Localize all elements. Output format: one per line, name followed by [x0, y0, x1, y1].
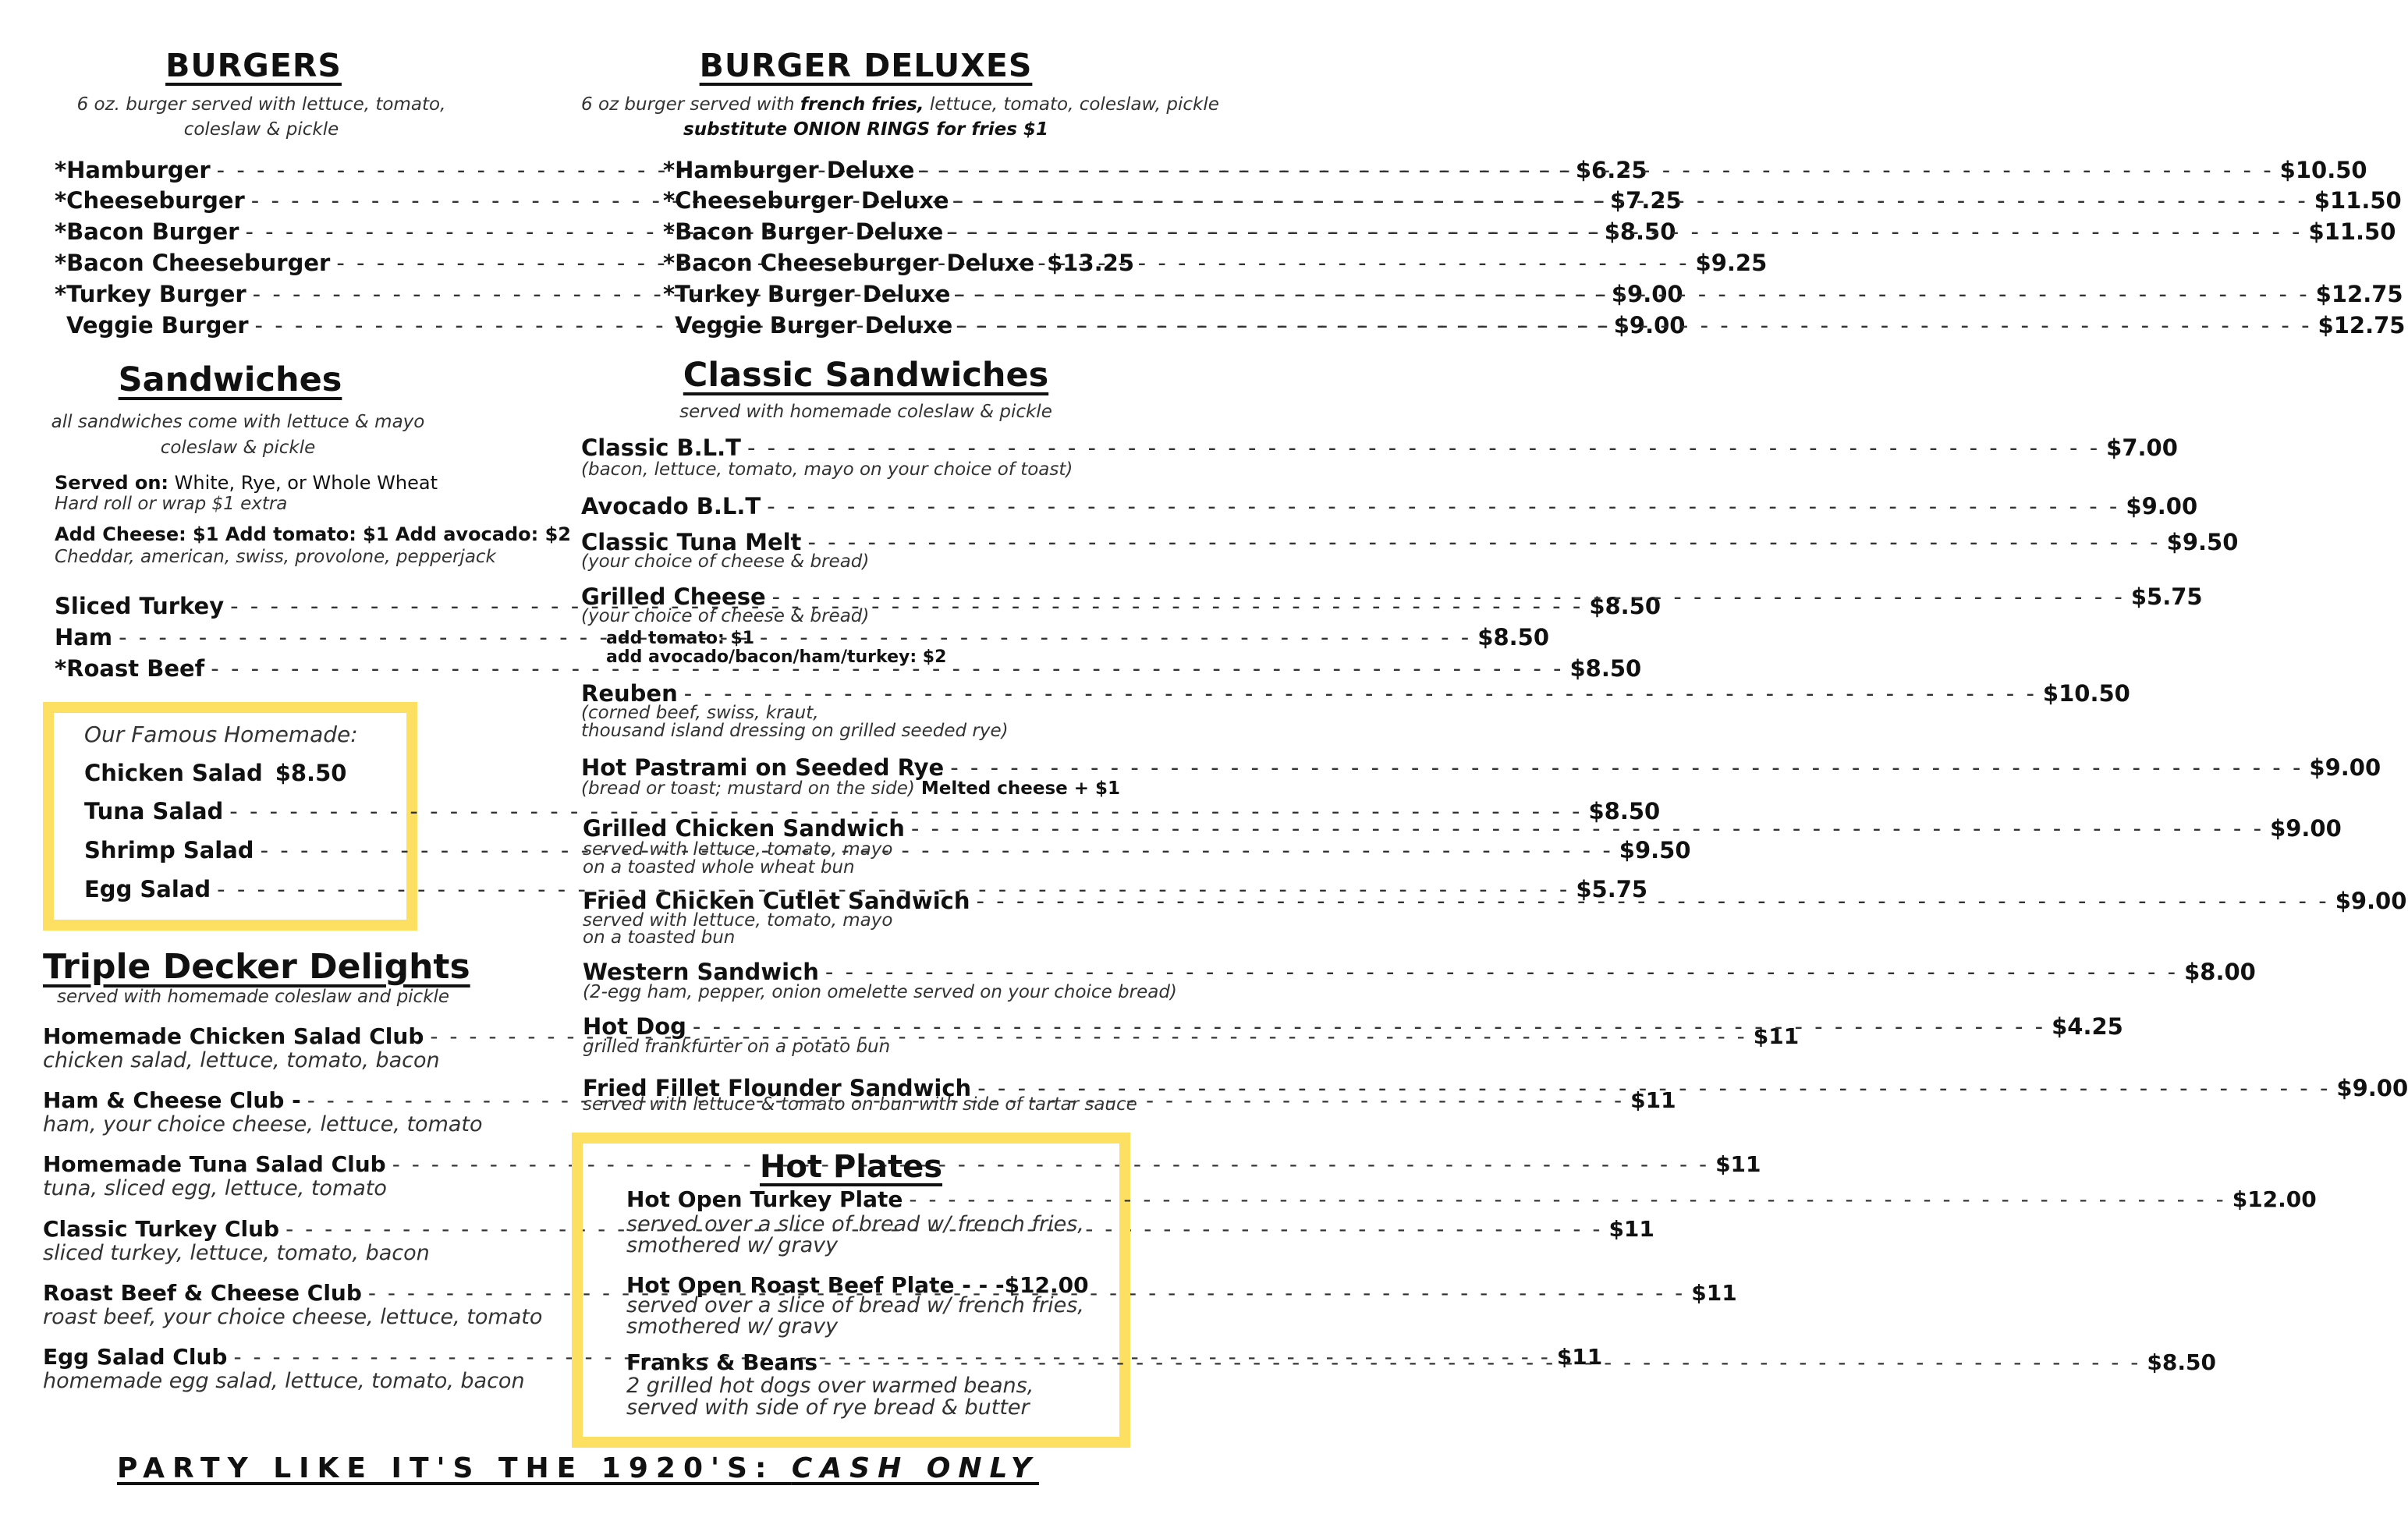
classic-desc: served with lettuce, tomato, mayo — [583, 839, 893, 860]
item-name: Hot Dog — [583, 1013, 686, 1040]
item-price: $7.00 — [2106, 434, 2178, 461]
club-desc: tuna, sliced egg, lettuce, tomato — [43, 1176, 387, 1200]
classic-item — [581, 491, 2198, 521]
item-price: $6.25 — [1575, 157, 1647, 183]
item-price: $9.25 — [1695, 250, 1768, 276]
item-name: *Roast Beef — [55, 655, 205, 682]
club-desc: homemade egg salad, lettuce, tomato, bacon — [43, 1369, 525, 1393]
item-price: $9.00 — [1613, 312, 1686, 339]
hot-plate-desc: 2 grilled hot dogs over warmed beans, — [626, 1374, 1034, 1398]
served-on — [55, 473, 438, 493]
sandwiches-title: Sandwiches — [118, 360, 342, 399]
deluxes-title: BURGER DELUXES — [699, 47, 1033, 84]
leader-dots — [747, 433, 2100, 463]
served-on-label: Served on: — [55, 472, 169, 494]
leader-dots — [693, 1012, 2045, 1041]
item-name: Hot Open Turkey Plate — [626, 1186, 903, 1212]
hot-plate-item — [626, 1185, 2317, 1214]
item-price: $10.50 — [2042, 680, 2130, 707]
item-price: $8.50 — [1589, 593, 1661, 619]
classic-desc: grilled frankfurter on a potato bun — [583, 1037, 891, 1057]
deluxe-item — [663, 248, 1135, 278]
grilled-cheese-add-extras: add avocado/bacon/ham/turkey: $2 — [606, 647, 947, 667]
leader-dots — [767, 491, 2119, 521]
served-on-value: White, Rye, or Whole Wheat — [168, 472, 438, 494]
item-price: $9.00 — [2335, 888, 2407, 914]
classic-desc: (2-egg ham, pepper, onion omelette served on your choice bread) — [583, 982, 1177, 1002]
item-price: $4.25 — [2052, 1013, 2123, 1040]
item-name: Tuna Salad — [84, 798, 224, 824]
leader-dots — [920, 155, 2273, 185]
item-name: Avocado B.L.T — [581, 493, 761, 519]
triple-subtitle: served with homemade coleslaw and pickle — [57, 987, 450, 1007]
item-name: *Hamburger — [55, 157, 211, 183]
item-price: $5.75 — [2130, 583, 2203, 610]
deluxes-subtitle-2: substitute ONION RINGS for fries $1 — [683, 119, 1048, 140]
item-name: *Hamburger Deluxe — [663, 157, 915, 183]
deluxes-subtitle — [581, 92, 1219, 117]
item-price: $9.50 — [2166, 529, 2239, 555]
hot-plate-desc: smothered w/ gravy — [626, 1314, 839, 1338]
classic-desc: thousand island dressing on grilled seeded rye) — [581, 721, 1009, 741]
club-desc: roast beef, your choice cheese, lettuce, tomato — [43, 1305, 543, 1329]
item-name: *Turkey Burger Deluxe — [663, 281, 951, 307]
leader-dots — [956, 279, 2309, 309]
item-name: Franks & Beans — [626, 1349, 817, 1375]
classic-desc: (your choice of cheese & bread) — [581, 606, 870, 626]
club-desc: ham, your choice cheese, lettuce, tomato — [43, 1112, 483, 1136]
item-price: $12.00 — [1004, 1272, 1089, 1298]
leader-dots — [977, 1073, 2330, 1103]
item-price: $9.00 — [2336, 1075, 2408, 1101]
sandwiches-subtitle-1: all sandwiches come with lettuce & mayo — [51, 412, 425, 432]
item-price: $12.75 — [2318, 312, 2406, 339]
classic-desc: (your choice of cheese & bread) — [581, 551, 870, 572]
item-price: $8.50 — [2147, 1349, 2216, 1375]
item-name: Reuben — [581, 680, 678, 707]
item-name: *Bacon Cheeseburger — [55, 250, 331, 276]
classic-title: Classic Sandwiches — [683, 356, 1049, 395]
hot-plates-title: Hot Plates — [759, 1149, 943, 1185]
item-price: $5.75 — [1576, 876, 1648, 902]
classic-desc: served with lettuce & tomato on bun with side of tartar sauce — [583, 1094, 1137, 1115]
leader-dots — [911, 814, 2264, 843]
leader-dots — [950, 753, 2303, 782]
item-price: $10.50 — [2279, 157, 2367, 183]
item-price: $11 — [1715, 1151, 1761, 1177]
item-name: Ham & Cheese Club - — [43, 1087, 301, 1113]
leader-dots — [909, 1185, 2225, 1214]
item-name: *Bacon Cheeseburger Deluxe — [663, 250, 1035, 276]
classic-desc: on a toasted whole wheat bun — [583, 857, 855, 878]
item-name: *Turkey Burger — [55, 281, 246, 307]
homemade-heading: Our Famous Homemade: — [84, 722, 358, 747]
item-price: $8.50 — [275, 760, 347, 786]
burgers-subtitle: 6 oz. burger served with lettuce, tomato, coleslaw & pickle — [76, 94, 446, 140]
homemade-item — [84, 796, 1661, 826]
triple-title: Triple Decker Delights — [43, 947, 470, 987]
cheese-options: Cheddar, american, swiss, provolone, pepperjack — [55, 547, 496, 567]
hot-plate-desc: served over a slice of bread w/ french fries, — [626, 1212, 1084, 1236]
item-price: $12.00 — [2232, 1186, 2317, 1212]
item-price: $8.00 — [2184, 959, 2256, 985]
pastrami-desc: (bread or toast; mustard on the side) — [581, 778, 915, 799]
classic-desc: (corned beef, swiss, kraut, — [581, 703, 819, 723]
item-price: $8.50 — [1604, 218, 1676, 245]
leader-dots — [976, 886, 2328, 916]
item-price: $8.50 — [1477, 624, 1549, 651]
leader-dots — [772, 582, 2125, 612]
item-name: Roast Beef & Cheese Club — [43, 1280, 362, 1306]
item-name: Classic Tuna Melt — [581, 529, 802, 555]
classic-desc: served with lettuce, tomato, mayo — [583, 910, 893, 931]
item-price: $11 — [1691, 1280, 1737, 1306]
hard-roll-note: Hard roll or wrap $1 extra — [55, 494, 288, 514]
item-name: Homemade Chicken Salad Club — [43, 1023, 424, 1049]
item-name: Fried Chicken Cutlet Sandwich — [583, 888, 970, 914]
item-price: $7.25 — [1610, 187, 1682, 214]
item-name: Shrimp Salad — [84, 837, 254, 863]
item-name: Western Sandwich — [583, 959, 819, 985]
deluxes-subtitle-post: lettuce, tomato, coleslaw, pickle — [924, 94, 1219, 115]
item-name: Homemade Tuna Salad Club — [43, 1151, 386, 1177]
item-price: $11 — [1630, 1087, 1676, 1113]
item-name: Fried Fillet Flounder Sandwich — [583, 1075, 972, 1101]
club-desc: chicken salad, lettuce, tomato, bacon — [43, 1048, 440, 1073]
item-price: $8.50 — [1569, 655, 1642, 682]
item-name: Grilled Cheese — [581, 583, 766, 610]
item-name: Classic B.L.T — [581, 434, 741, 461]
item-name: *Bacon Burger — [55, 218, 239, 245]
burgers-title: BURGERS — [165, 47, 342, 84]
item-name: Grilled Chicken Sandwich — [583, 815, 905, 842]
item-price: $11 — [1608, 1216, 1654, 1242]
footer-banner — [117, 1452, 1039, 1484]
item-name: Veggie Burger — [66, 312, 249, 339]
club-desc: sliced turkey, lettuce, tomato, bacon — [43, 1241, 430, 1265]
classic-desc: (bacon, lettuce, tomato, mayo on your choice of toast) — [581, 459, 1073, 480]
item-name: Classic Turkey Club — [43, 1216, 280, 1242]
footer-emphasis: CASH ONLY — [791, 1452, 1039, 1484]
homemade-item — [84, 758, 347, 788]
hot-plate-desc: served over a slice of bread w/ french fries, — [626, 1293, 1084, 1317]
classic-desc: on a toasted bun — [583, 927, 736, 948]
leader-dots — [956, 186, 2308, 215]
classic-subtitle: served with homemade coleslaw & pickle — [679, 402, 1052, 422]
item-name: *Bacon Burger Deluxe — [663, 218, 944, 245]
pastrami-cheese-addon: Melted cheese + $1 — [914, 778, 1121, 799]
classic-desc — [581, 779, 1120, 798]
leader-dots — [684, 679, 2037, 708]
add-ons: Add Cheese: $1 Add tomato: $1 Add avocado: $2 — [55, 523, 571, 545]
leader-dots — [949, 217, 2302, 246]
hot-plate-desc: served with side of rye bread & butter — [626, 1395, 1030, 1420]
item-price: $11 — [1753, 1023, 1800, 1049]
item-name: Ham — [55, 624, 113, 651]
leader-dots — [959, 310, 2311, 340]
item-name: *Cheeseburger Deluxe — [663, 187, 949, 214]
footer-text: PARTY LIKE IT'S THE 1920'S: — [117, 1452, 792, 1484]
item-price: $9.00 — [2270, 815, 2342, 842]
item-price: $9.00 — [1611, 281, 1683, 307]
classic-item — [581, 433, 2178, 463]
sandwiches-subtitle-2: coleslaw & pickle — [160, 438, 316, 458]
item-name: Sliced Turkey — [55, 593, 225, 619]
item-price: $11.50 — [2308, 218, 2396, 245]
item-name: Hot Pastrami on Seeded Rye — [581, 754, 945, 781]
hot-plate-desc: smothered w/ gravy — [626, 1233, 839, 1257]
deluxes-subtitle-pre: 6 oz burger served with — [581, 94, 800, 115]
grilled-cheese-add-tomato: add tomato: $1 — [606, 629, 755, 648]
item-price: $13.25 — [1047, 250, 1135, 276]
item-name: Egg Salad Club — [43, 1344, 228, 1370]
item-name: Veggie Burger Deluxe — [675, 312, 953, 339]
deluxes-subtitle-bold: french fries, — [800, 94, 924, 115]
item-name: Chicken Salad — [84, 760, 263, 786]
item-name: Egg Salad — [84, 876, 211, 902]
item-name: *Cheeseburger — [55, 187, 245, 214]
item-price: $9.50 — [1619, 837, 1691, 863]
item-price: $9.00 — [2126, 493, 2198, 519]
item-price: $8.50 — [1588, 798, 1661, 824]
item-price: $12.75 — [2315, 281, 2403, 307]
item-price: $9.00 — [2309, 754, 2381, 781]
item-price: $11 — [1556, 1344, 1603, 1370]
item-name: Hot Open Roast Beef Plate - - - — [626, 1272, 1005, 1298]
leader-dots — [807, 527, 2160, 557]
item-price: $11.50 — [2314, 187, 2402, 214]
